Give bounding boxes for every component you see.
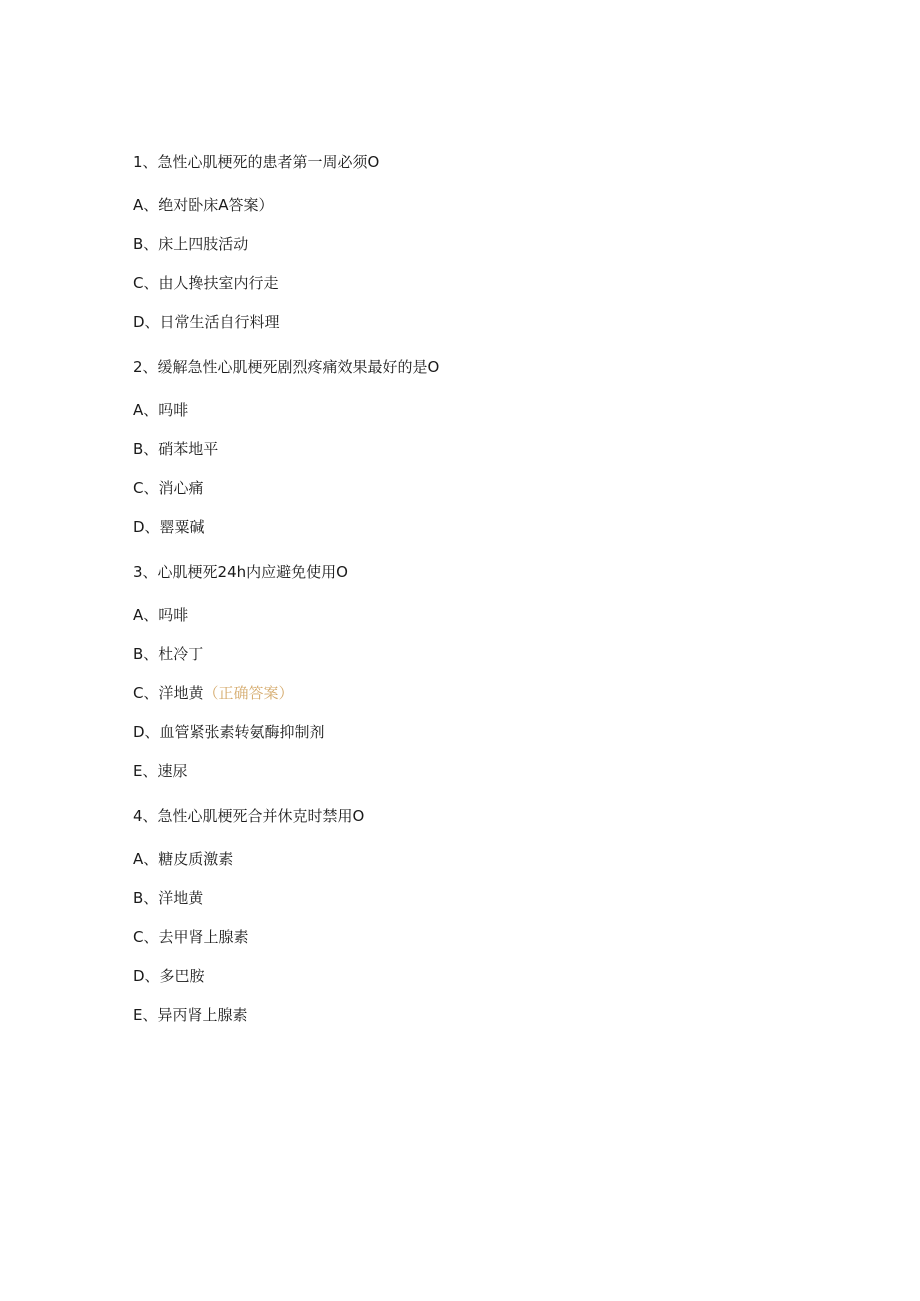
option-text: D、血管紧张素转氨酶抑制剂: [133, 723, 325, 741]
option-c: [133, 476, 833, 500]
option-text: E、异丙肾上腺素: [133, 1006, 248, 1024]
option-text: E、速尿: [133, 762, 188, 780]
question-4: [133, 804, 833, 1027]
option-d: [133, 720, 833, 744]
option-b: [133, 232, 833, 256]
document-page: [133, 150, 833, 1048]
option-text: A、绝对卧床A答案）: [133, 196, 274, 214]
question-title: 4、急性心肌梗死合并休克时禁用O: [133, 807, 365, 825]
option-text: C、消心痛: [133, 479, 204, 497]
option-b: [133, 642, 833, 666]
option-c: [133, 681, 833, 705]
option-text: A、吗啡: [133, 401, 189, 419]
option-e: [133, 1003, 833, 1027]
correct-answer-note: （正确答案）: [203, 684, 294, 702]
option-text: C、由人搀扶室内行走: [133, 274, 279, 292]
option-a: [133, 603, 833, 627]
question-title: 1、急性心肌梗死的患者第一周必须O: [133, 153, 380, 171]
option-c: [133, 271, 833, 295]
option-text: C、去甲肾上腺素: [133, 928, 249, 946]
question-3: [133, 560, 833, 783]
option-text: D、日常生活自行料理: [133, 313, 280, 331]
option-text: B、床上四肢活动: [133, 235, 249, 253]
option-a: [133, 193, 833, 217]
option-a: [133, 398, 833, 422]
option-d: [133, 515, 833, 539]
option-text: D、罂粟碱: [133, 518, 205, 536]
option-text: B、硝苯地平: [133, 440, 219, 458]
option-d: [133, 310, 833, 334]
question-title: 3、心肌梗死24h内应避免使用O: [133, 563, 348, 581]
option-a: [133, 847, 833, 871]
option-b: [133, 437, 833, 461]
option-d: [133, 964, 833, 988]
option-b: [133, 886, 833, 910]
option-text: D、多巴胺: [133, 967, 205, 985]
option-text: C、洋地黄: [133, 684, 204, 702]
option-text: A、吗啡: [133, 606, 189, 624]
question-title: 2、缓解急性心肌梗死剧烈疼痛效果最好的是O: [133, 358, 440, 376]
option-text: A、糖皮质激素: [133, 850, 234, 868]
option-e: [133, 759, 833, 783]
option-c: [133, 925, 833, 949]
option-text: B、洋地黄: [133, 889, 204, 907]
question-1: [133, 150, 833, 334]
option-text: B、杜冷丁: [133, 645, 204, 663]
question-2: [133, 355, 833, 539]
